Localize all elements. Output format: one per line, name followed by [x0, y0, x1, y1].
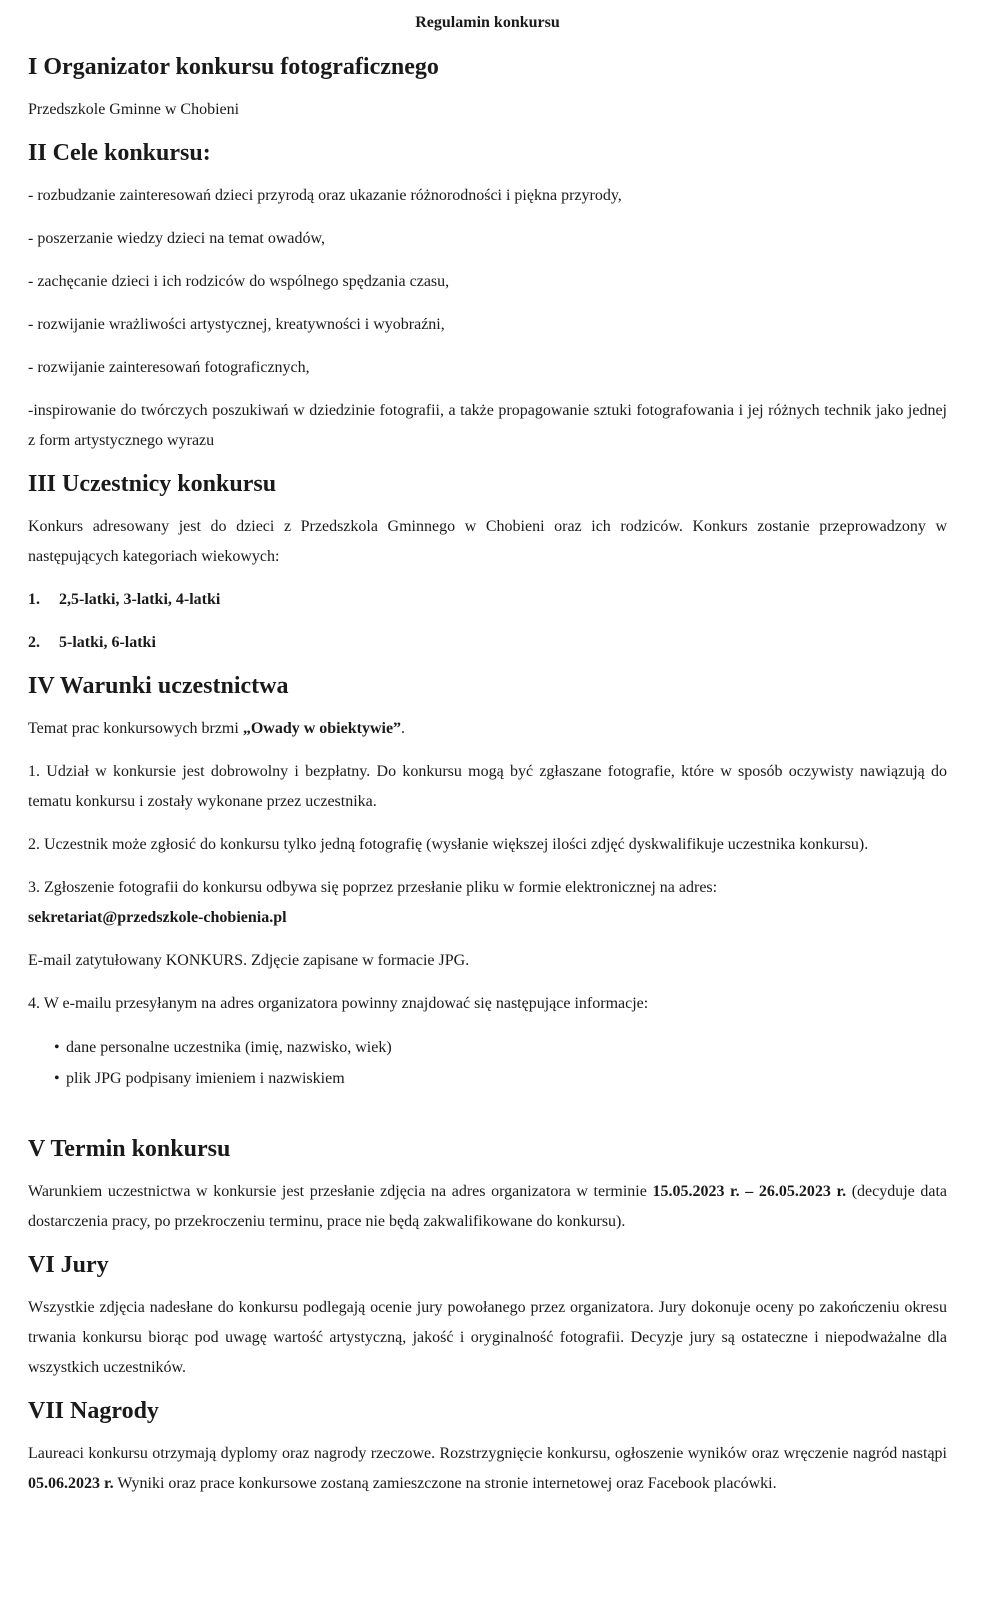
contest-topic [28, 714, 947, 744]
condition-paragraph: 1. Udział w konkursie jest dobrowolny i bezpłatny. Do konkursu mogą być zgłaszane fotografie, które w sposób oczywisty nawiązują do tematu konkursu i zostały wykonane przez uczestnika. [28, 763, 947, 810]
document-title: Regulamin konkursu [415, 14, 560, 31]
section-prizes-heading: VII Nagrody [28, 1398, 159, 1424]
goal-item: - rozwijanie wrażliwości artystycznej, kreatywności i wyobraźni, [28, 316, 445, 333]
list-item-text: dane personalne uczestnika (imię, nazwisko, wiek) [66, 1039, 392, 1056]
section-jury-heading: VI Jury [28, 1252, 109, 1278]
section-organizer-heading: I Organizator konkursu fotograficznego [28, 54, 439, 80]
goal-item: -inspirowanie do twórczych poszukiwań w dziedzinie fotografii, a także propagowanie sztuki fotografowania i jej różnych technik jako jednej z form artystycznego wyrazu [28, 402, 947, 449]
bullet-icon: • [54, 1039, 60, 1056]
prizes-text [28, 1439, 947, 1499]
submission-text: 3. Zgłoszenie fotografii do konkursu odbywa się poprzez przesłanie pliku w formie elektronicznej na adres: [28, 879, 718, 896]
age-category-number: 1. [28, 591, 40, 608]
goal-item: - zachęcanie dzieci i ich rodziców do wspólnego spędzania czasu, [28, 273, 450, 290]
goal-item: - rozwijanie zainteresowań fotograficznych, [28, 359, 310, 376]
section-deadline-heading: V Termin konkursu [28, 1136, 231, 1162]
section-participants-heading: III Uczestnicy konkursu [28, 471, 277, 497]
condition-paragraph: 2. Uczestnik może zgłosić do konkursu tylko jedną fotografię (wysłanie większej ilości zdjęć dyskwalifikuje uczestnika konkursu). [28, 836, 869, 853]
age-category-label: 2,5-latki, 3-latki, 4-latki [59, 591, 221, 608]
deadline-suffix: (decyduje data dostarczenia pracy, po przekroczeniu terminu, prace nie będą zakwalifikowane do konkursu). [28, 1183, 948, 1230]
participants-text: Konkurs adresowany jest do dzieci z Przedszkola Gminnego w Chobieni oraz ich rodziców. Konkurs zostanie przeprowadzony w następujących kategoriach wiekowych: [28, 518, 947, 565]
goal-item: - poszerzanie wiedzy dzieci na temat owadów, [28, 230, 326, 247]
prizes-prefix: Laureaci konkursu otrzymają dyplomy oraz nagrody rzeczowe. Rozstrzygnięcie konkursu, ogłoszenie wyników oraz wręczenie nagród nastąpi [28, 1445, 947, 1462]
section-goals-heading: II Cele konkursu: [28, 140, 211, 166]
list-item-text: plik JPG podpisany imieniem i nazwiskiem [66, 1070, 345, 1087]
email-subject-info: E-mail zatytułowany KONKURS. Zdjęcie zapisane w formacie JPG. [28, 952, 470, 969]
goal-item: - rozbudzanie zainteresowań dzieci przyrodą oraz ukazanie różnorodności i piękna przyrody, [28, 187, 622, 204]
age-category-label: 5-latki, 6-latki [59, 634, 156, 651]
bullet-icon: • [54, 1070, 60, 1087]
contest-topic-title: „Owady w obiektywie” [242, 720, 402, 737]
age-category-number: 2. [28, 634, 40, 651]
age-category [28, 628, 947, 658]
jury-text: Wszystkie zdjęcia nadesłane do konkursu podlegają ocenie jury powołanego przez organizatora. Jury dokonuje oceny po zakończeniu okresu trwania konkursu biorąc pod uwagę wartość artystyczną, jakość i oryginalność fotografii. Decyzje jury są ostateczne i niepodważalne dla wszystkich uczestników. [28, 1299, 947, 1376]
list-item [54, 1032, 947, 1063]
deadline-prefix: Warunkiem uczestnictwa w konkursie jest przesłanie zdjęcia na adres organizatora w terminie [28, 1183, 653, 1200]
contest-topic-suffix: . [401, 720, 406, 737]
age-category [28, 585, 947, 615]
deadline-dates: 15.05.2023 r. – 26.05.2023 r. [652, 1183, 847, 1200]
condition-paragraph: 4. W e-mailu przesyłanym na adres organizatora powinny znajdować się następujące informacje: [28, 995, 649, 1012]
condition-paragraph [28, 873, 947, 933]
list-item [54, 1063, 947, 1094]
contest-topic-prefix: Temat prac konkursowych brzmi [28, 720, 243, 737]
contact-email: sekretariat@przedszkole-chobienia.pl [28, 909, 287, 926]
prizes-suffix: Wyniki oraz prace konkursowe zostaną zamieszczone na stronie internetowej oraz Facebook placówki. [113, 1475, 777, 1492]
deadline-text [28, 1177, 947, 1237]
results-date: 05.06.2023 r. [28, 1475, 114, 1492]
organizer-name: Przedszkole Gminne w Chobieni [28, 101, 240, 118]
section-conditions-heading: IV Warunki uczestnictwa [28, 673, 289, 699]
required-info-list [28, 1032, 947, 1094]
